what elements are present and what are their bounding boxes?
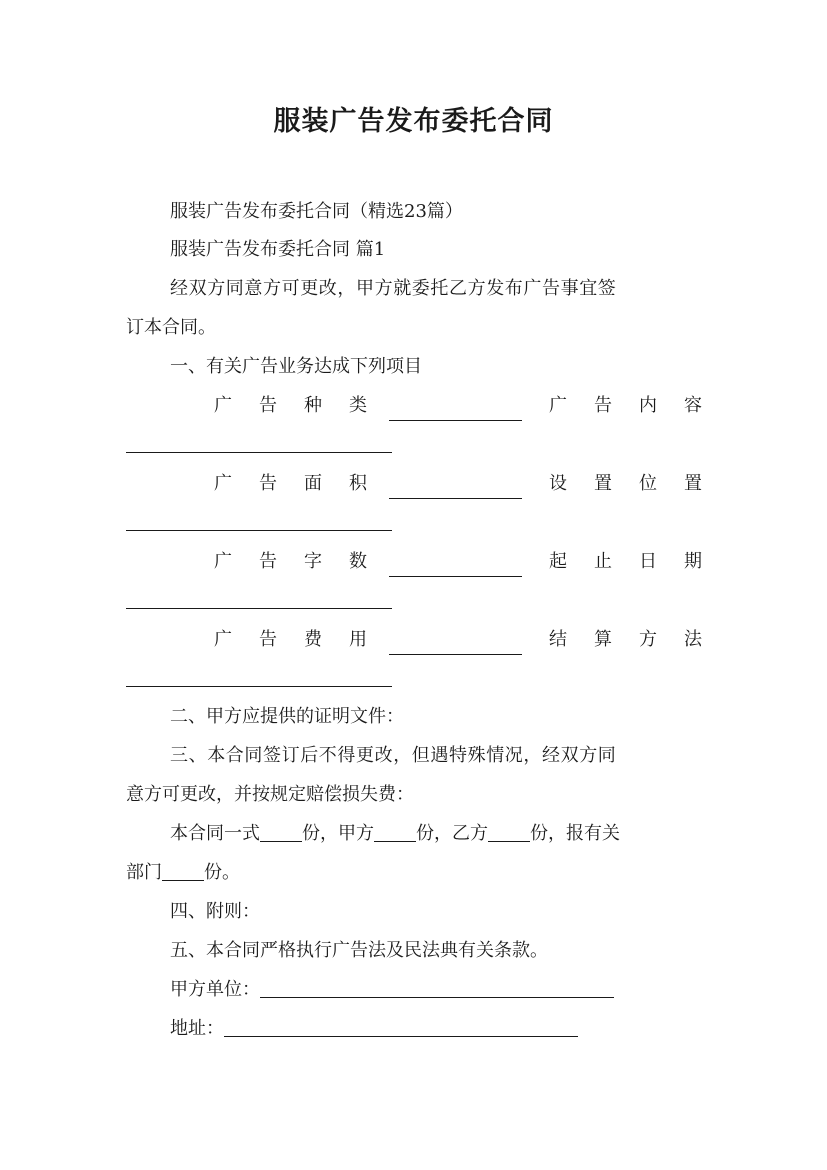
item-row-3 — [126, 547, 702, 577]
item-row-2 — [126, 469, 702, 499]
item-label-content: 广 告 内 容 — [549, 395, 702, 416]
section-1-heading: 一、有关广告业务达成下列项目 — [170, 356, 422, 377]
section-3-line1: 三、本合同签订后不得更改，但遇特殊情况，经双方同 — [170, 745, 617, 766]
address-label: 地址： — [170, 1018, 224, 1039]
item-blank-fee[interactable] — [389, 636, 522, 655]
party-a-unit-field[interactable] — [260, 979, 614, 998]
copies-line1 — [170, 819, 702, 849]
item-blank-settlement[interactable] — [126, 685, 392, 687]
item-blank-content[interactable] — [126, 451, 392, 453]
copies-text-b: 份，甲方 — [302, 823, 374, 844]
document-title: 服装广告发布委托合同 — [273, 106, 554, 137]
copies-blank-total[interactable] — [260, 823, 302, 842]
article-heading: 服装广告发布委托合同 篇1 — [170, 239, 386, 260]
item-label-position: 设 置 位 置 — [549, 473, 702, 494]
item-blank-dates[interactable] — [126, 607, 392, 609]
intro-paragraph-line1: 经双方同意方可更改，甲方就委托乙方发布广告事宜签 — [170, 278, 617, 299]
section-2-heading: 二、甲方应提供的证明文件： — [170, 706, 404, 727]
item-row-4 — [126, 625, 702, 655]
copies-text-c: 份，乙方 — [416, 823, 488, 844]
address-row — [170, 1014, 702, 1044]
copies-text-f: 份。 — [204, 862, 240, 883]
subtitle: 服装广告发布委托合同（精选23篇） — [170, 201, 463, 222]
party-a-unit-row — [170, 975, 702, 1005]
section-4-heading: 四、附则： — [170, 901, 260, 922]
copies-line2 — [126, 858, 702, 888]
item-blank-area[interactable] — [389, 480, 522, 499]
address-field[interactable] — [224, 1018, 578, 1037]
item-blank-type[interactable] — [389, 402, 522, 421]
copies-text-a: 本合同一式 — [170, 823, 260, 844]
item-blank-position[interactable] — [126, 529, 392, 531]
copies-blank-party-b[interactable] — [488, 823, 530, 842]
party-a-unit-label: 甲方单位： — [170, 979, 260, 1000]
item-blank-word-count[interactable] — [389, 558, 522, 577]
item-label-dates: 起 止 日 期 — [549, 551, 702, 572]
copies-blank-party-a[interactable] — [374, 823, 416, 842]
intro-paragraph-line2: 订本合同。 — [126, 317, 216, 338]
copies-text-e: 部门 — [126, 862, 162, 883]
item-label-type: 广 告 种 类 — [214, 395, 367, 416]
copies-text-d: 份，报有关 — [530, 823, 620, 844]
section-5-heading: 五、本合同严格执行广告法及民法典有关条款。 — [170, 940, 548, 961]
section-3-line2: 意方可更改，并按规定赔偿损失费： — [126, 784, 414, 805]
item-label-word-count: 广 告 字 数 — [214, 551, 367, 572]
copies-blank-department[interactable] — [162, 862, 204, 881]
item-label-settlement: 结 算 方 法 — [549, 629, 702, 650]
item-label-area: 广 告 面 积 — [214, 473, 367, 494]
item-label-fee: 广 告 费 用 — [214, 629, 367, 650]
item-row-1 — [126, 391, 702, 421]
